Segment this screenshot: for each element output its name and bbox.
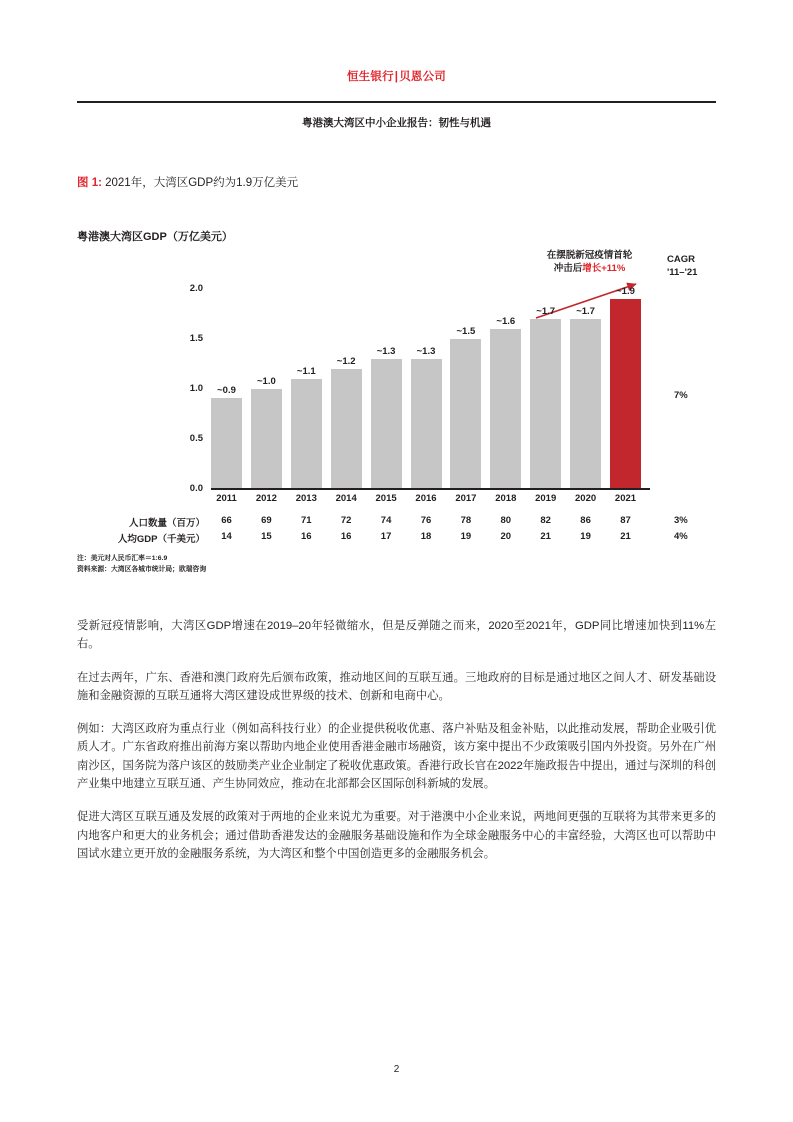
x-tick-2012: 2012 [255, 493, 277, 504]
bar-2018 [490, 329, 521, 488]
bar-label-2019: ~1.7 [536, 305, 556, 317]
footnote-note: 注：美元对人民币汇率＝1:6.9 [77, 555, 168, 562]
bar-2021 [610, 299, 641, 488]
bar-2015 [371, 359, 402, 488]
table-cell: 80 [500, 515, 512, 526]
cagr-column-header [667, 253, 697, 280]
body-copy [77, 617, 716, 878]
bar-label-2011: ~0.9 [217, 385, 236, 397]
bar-2013 [291, 379, 322, 488]
body-paragraph: 在过去两年，广东、香港和澳门政府先后颁布政策，推动地区间的互联互通。三地政府的目标是通过地区之间人才、研发基础设施和金融资源的互联互通将大湾区建设成世界级的技术、创新和电商中心。 [77, 671, 716, 702]
x-tick-2011: 2011 [216, 493, 237, 504]
x-tick-2014: 2014 [335, 493, 357, 504]
x-axis-baseline [211, 488, 650, 490]
brand-separator: | [394, 71, 399, 83]
table-cell: 18 [420, 531, 432, 542]
figure-caption-text: 2021年，大湾区GDP约为1.9万亿美元 [105, 177, 299, 189]
annotation-line-2-prefix: 冲击后 [553, 262, 583, 274]
bar-label-2020: ~1.7 [576, 305, 595, 317]
table-cell: 69 [261, 515, 272, 526]
table-cell: 15 [261, 531, 272, 542]
bar-label-2015: ~1.3 [376, 345, 396, 357]
bar-2014 [331, 369, 362, 488]
body-paragraph: 例如：大湾区政府为重点行业（例如高科技行业）的企业提供税收优惠、落户补贴及租金补贴，以此推动发展，帮助企业吸引优质人才。广东省政府推出前海方案以帮助内地企业使用香港金融市场融资，该方案中提出不少政策吸引国内外投资。另外在广州南沙区，国务院为落户该区的鼓励类产业企业制定了税收优惠政策。香港行政长官在2022年施政报告中提出，通过与深圳的科创产业集中地建立互联互通、产生协同效应，推动在北部都会区国际创科新城的发展。 [77, 723, 716, 791]
brand-header [0, 68, 793, 84]
bar-2017 [450, 339, 481, 488]
y-axis-tick-0-5: 0.5 [189, 433, 203, 444]
table-cell: 16 [301, 531, 312, 542]
table-cell: 14 [221, 531, 232, 542]
table-cell: 17 [380, 531, 392, 542]
bar-label-2021: ~1.9 [616, 285, 635, 297]
page-number: 2 [393, 1064, 400, 1075]
annotation-line-1: 在摆脱新冠疫情首轮 [546, 250, 633, 261]
bar-2012 [251, 389, 282, 489]
x-tick-2017: 2017 [455, 493, 477, 504]
x-tick-2015: 2015 [375, 493, 397, 504]
cagr-value-gdp: 7% [674, 390, 688, 401]
x-tick-2013: 2013 [295, 493, 317, 504]
table-cell: 21 [620, 531, 631, 542]
table-cell: 76 [420, 515, 432, 526]
table-cell: 74 [380, 515, 392, 526]
row-label-population: 人口数量（百万） [128, 518, 205, 529]
bar-2016 [411, 359, 442, 488]
x-tick-2018: 2018 [495, 493, 517, 504]
figure-number: 图 1: [77, 177, 102, 189]
table-cell: 71 [301, 515, 312, 526]
chart-title: 粤港澳大湾区GDP（万亿美元） [77, 231, 233, 243]
growth-annotation [507, 250, 672, 276]
body-paragraph: 受新冠疫情影响，大湾区GDP增速在2019–20年轻微缩水，但是反弹随之而来，2020至2021年，GDP同比增速加快到11%左右。 [77, 620, 716, 651]
table-cell: 19 [580, 531, 591, 542]
footnote-source: 资料来源：大湾区各城市统计局；欧瑞咨询 [77, 565, 207, 573]
table-cell: 20 [500, 531, 512, 542]
bar-label-2012: ~1.0 [257, 375, 276, 387]
bar-label-2018: ~1.6 [496, 315, 516, 327]
y-axis-tick-0-0: 0.0 [189, 483, 203, 494]
gdp-bar-chart [77, 250, 737, 560]
figure-caption [77, 174, 298, 190]
bar-label-2016: ~1.3 [416, 345, 436, 357]
brand-secondary: 贝恩公司 [399, 71, 447, 83]
table-cell: 72 [340, 515, 352, 526]
y-axis-tick-1-0: 1.0 [189, 383, 203, 394]
table-cell: 87 [620, 515, 631, 526]
bar-label-2014: ~1.2 [336, 355, 356, 367]
bar-label-2013: ~1.1 [296, 365, 316, 377]
table-cell: 16 [340, 531, 352, 542]
y-axis-tick-1-5: 1.5 [189, 333, 203, 344]
figure-footnotes [77, 554, 206, 575]
x-tick-2020: 2020 [575, 493, 597, 504]
body-paragraph: 促进大湾区互联互通及发展的政策对于两地的企业来说尤为重要。对于港澳中小企业来说，两地间更强的互联将为其带来更多的内地客户和更大的业务机会；通过借助香港发达的金融服务基础设施和作为全球金融服务中心的丰富经验，大湾区也可以帮助中国试水建立更开放的金融服务系统，为大湾区和整个中国创造更多的金融服务机会。 [77, 811, 716, 860]
header-divider [77, 101, 716, 103]
x-tick-2016: 2016 [415, 493, 437, 504]
document-subtitle: 粤港澳大湾区中小企业报告：韧性与机遇 [302, 117, 491, 129]
cagr-header-line-1: CAGR [667, 254, 695, 265]
x-tick-2019: 2019 [535, 493, 557, 504]
table-cell: 21 [540, 531, 551, 542]
bar-2020 [570, 319, 601, 488]
table-cell: 78 [460, 515, 472, 526]
x-tick-2021: 2021 [614, 493, 637, 504]
cagr-value-gdp-per-capita: 4% [674, 531, 688, 542]
table-cell: 86 [580, 515, 591, 526]
cagr-header-line-2: '11–'21 [667, 267, 698, 279]
annotation-highlight: 增长+11% [582, 262, 626, 274]
table-cell: 66 [221, 515, 232, 526]
row-label-gdp-per-capita: 人均GDP（千美元） [117, 534, 205, 545]
table-cell: 19 [460, 531, 472, 542]
y-axis-tick-2-0: 2.0 [189, 283, 203, 294]
bar-label-2017: ~1.5 [456, 325, 476, 337]
bar-2011 [211, 398, 242, 488]
cagr-value-population: 3% [674, 515, 688, 526]
brand-primary: 恒生银行 [346, 71, 394, 83]
table-cell: 82 [540, 515, 551, 526]
bar-2019 [530, 319, 561, 488]
